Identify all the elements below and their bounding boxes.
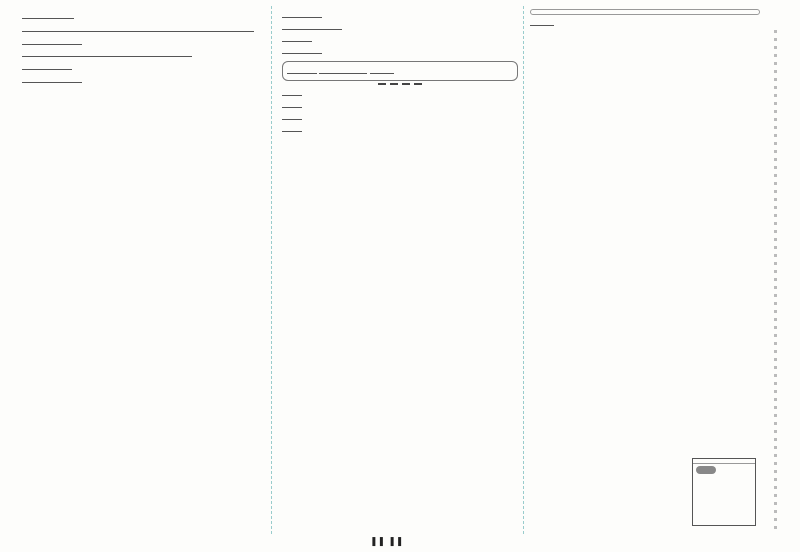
passage-box [282,61,518,81]
q5-1-1 [22,10,262,23]
q5-1-2 [22,36,262,49]
column-right [530,0,760,29]
column-middle [282,0,518,135]
page-number: ❚❚ ❚❚ [370,537,404,547]
pinyin-rules-box [530,9,760,15]
road-sign [692,458,756,526]
word-choices [282,83,518,85]
column-divider [523,6,524,534]
column-divider [271,6,272,534]
binding-edge [774,30,777,530]
pinyin-smudge [696,466,716,474]
watermark [254,181,556,329]
q5-1-3a [22,61,262,74]
column-left [22,0,262,91]
q5-1-3b [22,74,262,87]
